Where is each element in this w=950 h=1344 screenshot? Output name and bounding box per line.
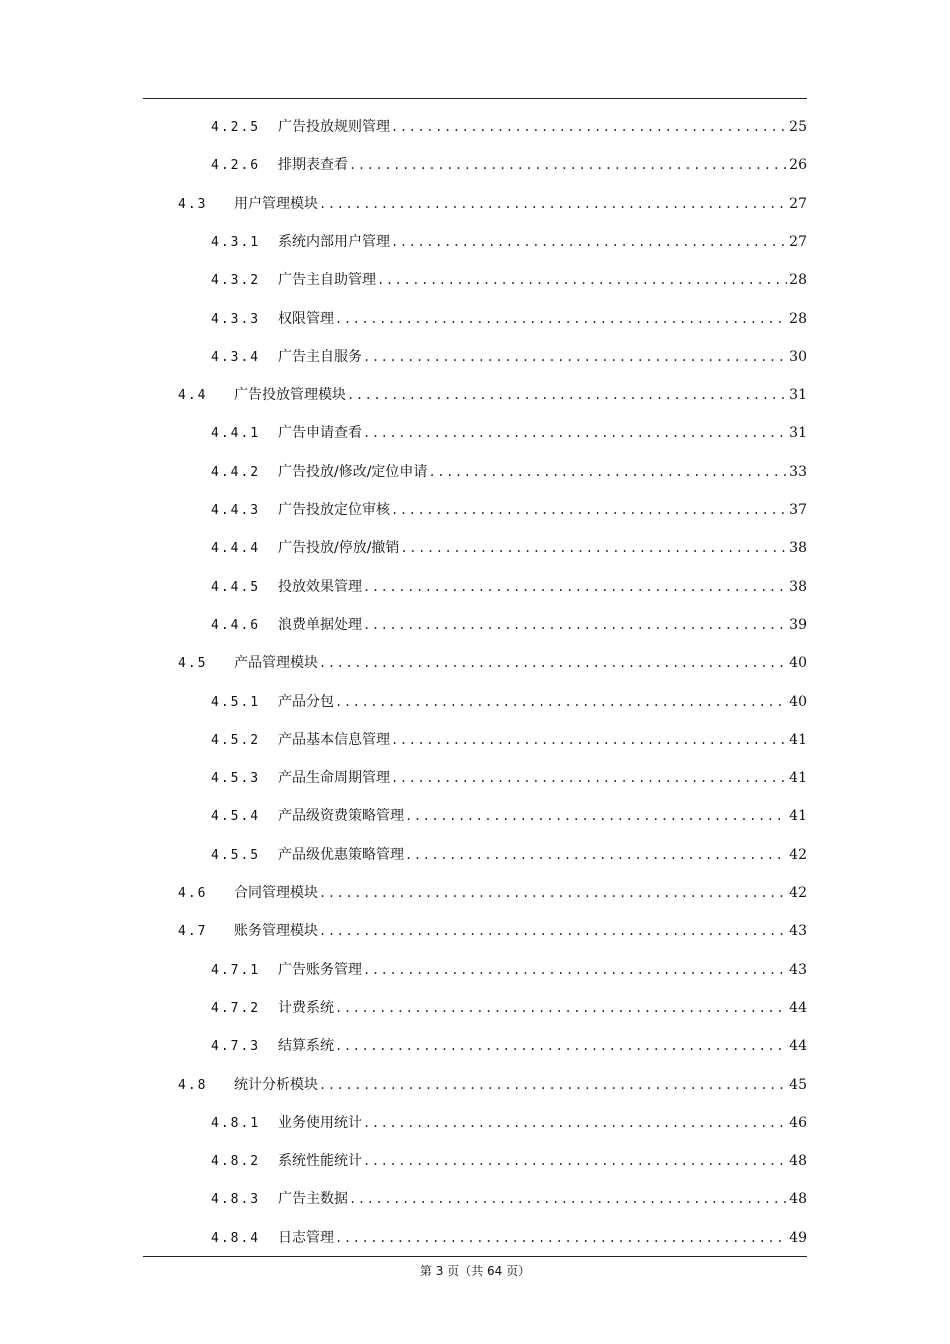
toc-dot-leader [319,653,787,673]
toc-entry-title: 广告投放定位审核 [278,502,390,518]
toc-entry[interactable] [211,155,807,175]
toc-entry-title: 结算系统 [278,1038,334,1055]
toc-entry[interactable] [211,500,807,520]
toc-entry-title: 广告主自助管理 [278,272,376,289]
toc-dot-leader [363,1151,787,1171]
toc-dot-leader [335,998,787,1018]
toc-dot-leader [391,730,787,750]
toc-entry-page-number: 25 [789,119,807,135]
toc-entry-title: 产品级资费策略管理 [278,808,404,825]
toc-dot-leader [405,845,787,865]
toc-entry[interactable] [211,538,807,558]
toc-entry[interactable] [211,768,807,788]
toc-entry-page-number: 43 [789,923,807,940]
toc-entry[interactable] [211,998,807,1018]
toc-entry-title: 广告投放管理模块 [234,387,346,404]
toc-entry-page-number: 27 [789,195,807,212]
toc-entry-title: 产品管理模块 [234,655,318,672]
toc-entry-title: 排期表查看 [278,157,348,174]
toc-entry-number: 4.3.3 [211,311,261,327]
toc-dot-leader [377,270,787,290]
toc-entry[interactable] [178,921,807,941]
toc-entry-page-number: 41 [789,808,807,825]
toc-dot-leader [363,960,787,980]
toc-entry-page-number: 48 [789,1153,807,1170]
toc-entry-number: 4.6 [178,886,208,901]
toc-entry-page-number: 28 [789,272,807,289]
toc-entry-number: 4.5.5 [211,847,261,863]
toc-entry-page-number: 46 [789,1114,807,1131]
toc-entry-number: 4.8.1 [211,1115,261,1131]
toc-entry-page-number: 27 [789,233,807,250]
footer-rule [143,1256,807,1257]
toc-entry-number: 4.5 [178,656,208,672]
toc-dot-leader [405,806,787,826]
toc-entry-title: 产品级优惠策略管理 [278,846,404,863]
toc-dot-leader [319,921,787,941]
toc-entry-title: 账务管理模块 [234,923,318,940]
toc-entry[interactable] [178,194,807,214]
toc-entry-number: 4.8.4 [211,1230,261,1246]
toc-dot-leader [428,462,787,482]
toc-entry-number: 4.5.4 [211,809,261,825]
toc-entry-title: 广告投放规则管理 [278,119,390,135]
toc-entry-page-number: 26 [789,157,807,174]
toc-entry-page-number: 44 [789,999,807,1016]
toc-entry-page-number: 41 [789,770,807,787]
toc-dot-leader [319,883,787,903]
toc-entry[interactable] [211,462,807,482]
toc-dot-leader [363,577,787,597]
toc-entry-page-number: 40 [789,693,807,710]
toc-entry[interactable] [211,309,807,329]
toc-dot-leader [335,1036,787,1056]
toc-entry-page-number: 49 [789,1229,807,1246]
toc-entry-title: 广告投放/停放/撤销 [278,540,400,557]
toc-entry-title: 合同管理模块 [234,885,318,901]
toc-entry-page-number: 43 [789,961,807,978]
toc-entry-title: 产品分包 [278,693,334,710]
toc-entry-page-number: 48 [789,1191,807,1208]
toc-entry-number: 4.8.2 [211,1154,261,1170]
toc-entry-number: 4.5.1 [211,694,261,710]
toc-entry-number: 4.4.5 [211,579,261,595]
toc-entry-number: 4.7.3 [211,1039,261,1055]
toc-entry-title: 权限管理 [278,310,334,327]
toc-dot-leader [335,692,787,712]
toc-entry-number: 4.5.3 [211,771,261,787]
toc-entry-title: 产品基本信息管理 [278,731,390,748]
toc-entry-number: 4.4.6 [211,617,261,633]
toc-entry-page-number: 40 [789,655,807,672]
toc-dot-leader [391,232,787,252]
toc-dot-leader [363,423,787,443]
toc-entry[interactable] [178,1075,807,1095]
toc-entry[interactable] [211,1151,807,1171]
toc-entry[interactable] [211,270,807,290]
toc-entry-title: 广告主数据 [278,1191,348,1208]
toc-entry[interactable] [211,117,807,137]
toc-dot-leader [349,1189,787,1209]
toc-dot-leader [363,615,787,635]
toc-entry-number: 4.3.1 [211,234,261,250]
toc-entry-page-number: 30 [789,348,807,365]
toc-entry-title: 系统性能统计 [278,1153,362,1170]
toc-entry[interactable] [211,845,807,865]
toc-entry-number: 4.7.2 [211,1000,261,1016]
toc-entry[interactable] [211,423,807,443]
toc-entry-title: 系统内部用户管理 [278,233,390,250]
toc-entry-number: 4.4.1 [211,426,261,442]
toc-entry-number: 4.8 [178,1077,208,1093]
toc-entry-number: 4.2.6 [211,158,261,174]
toc-entry-number: 4.5.2 [211,732,261,748]
toc-dot-leader [349,155,787,175]
toc-dot-leader [319,194,787,214]
toc-entry-number: 4.7.1 [211,962,261,978]
toc-entry[interactable] [211,960,807,980]
toc-entry-number: 4.7 [178,924,208,940]
toc-dot-leader [335,1228,787,1248]
toc-dot-leader [391,117,787,137]
toc-entry-title: 日志管理 [278,1229,334,1246]
toc-entry-number: 4.3.2 [211,273,261,289]
toc-entry-page-number: 45 [789,1076,807,1093]
toc-entry-title: 广告账务管理 [278,961,362,978]
toc-dot-leader [391,500,787,520]
toc-entry[interactable] [178,385,807,405]
toc-entry[interactable] [211,730,807,750]
toc-dot-leader [363,347,787,367]
toc-entry-title: 广告主自服务 [278,348,362,365]
toc-entry[interactable] [211,232,807,252]
toc-entry[interactable] [211,1189,807,1209]
toc-entry-title: 计费系统 [278,999,334,1016]
toc-dot-leader [400,538,787,558]
toc-entry-page-number: 42 [789,846,807,863]
toc-entry-number: 4.4.3 [211,503,261,518]
toc-entry-title: 广告申请查看 [278,425,362,442]
toc-entry[interactable] [211,806,807,826]
toc-entry-title: 广告投放/修改/定位申请 [278,463,428,480]
toc-entry-page-number: 42 [789,885,807,901]
toc-entry-page-number: 31 [789,387,807,404]
toc-dot-leader [347,385,787,405]
toc-entry[interactable] [211,1228,807,1248]
toc-entry-number: 4.8.3 [211,1192,261,1208]
toc-entry-title: 统计分析模块 [234,1076,318,1093]
toc-entry-page-number: 33 [789,463,807,480]
toc-entry-number: 4.3.4 [211,349,261,365]
toc-entry-title: 浪费单据处理 [278,616,362,633]
toc-entry[interactable] [211,692,807,712]
toc-entry-page-number: 37 [789,502,807,518]
toc-dot-leader [363,1113,787,1133]
toc-entry-page-number: 38 [789,540,807,557]
toc-dot-leader [319,1075,787,1095]
toc-entry[interactable] [211,615,807,635]
toc-entry-title: 用户管理模块 [234,195,318,212]
toc-entry-page-number: 44 [789,1038,807,1055]
toc-dot-leader [335,309,787,329]
toc-entry[interactable] [178,883,807,903]
toc-entry-page-number: 38 [789,578,807,595]
toc-entry[interactable] [211,1113,807,1133]
toc-entry-number: 4.4.2 [211,464,261,480]
toc-entry[interactable] [211,1036,807,1056]
toc-entry-number: 4.4.4 [211,541,261,557]
toc-entry[interactable] [178,653,807,673]
toc-entry-number: 4.3 [178,196,208,212]
toc-entry-page-number: 31 [789,425,807,442]
toc-entry-title: 产品生命周期管理 [278,770,390,787]
toc-entry[interactable] [211,347,807,367]
toc-dot-leader [391,768,787,788]
page-footer: 第 3 页（共 64 页） [419,1264,531,1278]
toc-entry-page-number: 41 [789,731,807,748]
toc-entry-title: 投放效果管理 [278,578,362,595]
toc-entry-title: 业务使用统计 [278,1114,362,1131]
toc-entry-page-number: 28 [789,310,807,327]
toc-entry[interactable] [211,577,807,597]
toc-entry-number: 4.2.5 [211,120,261,135]
toc-entry-number: 4.4 [178,388,208,404]
toc-entry-page-number: 39 [789,616,807,633]
